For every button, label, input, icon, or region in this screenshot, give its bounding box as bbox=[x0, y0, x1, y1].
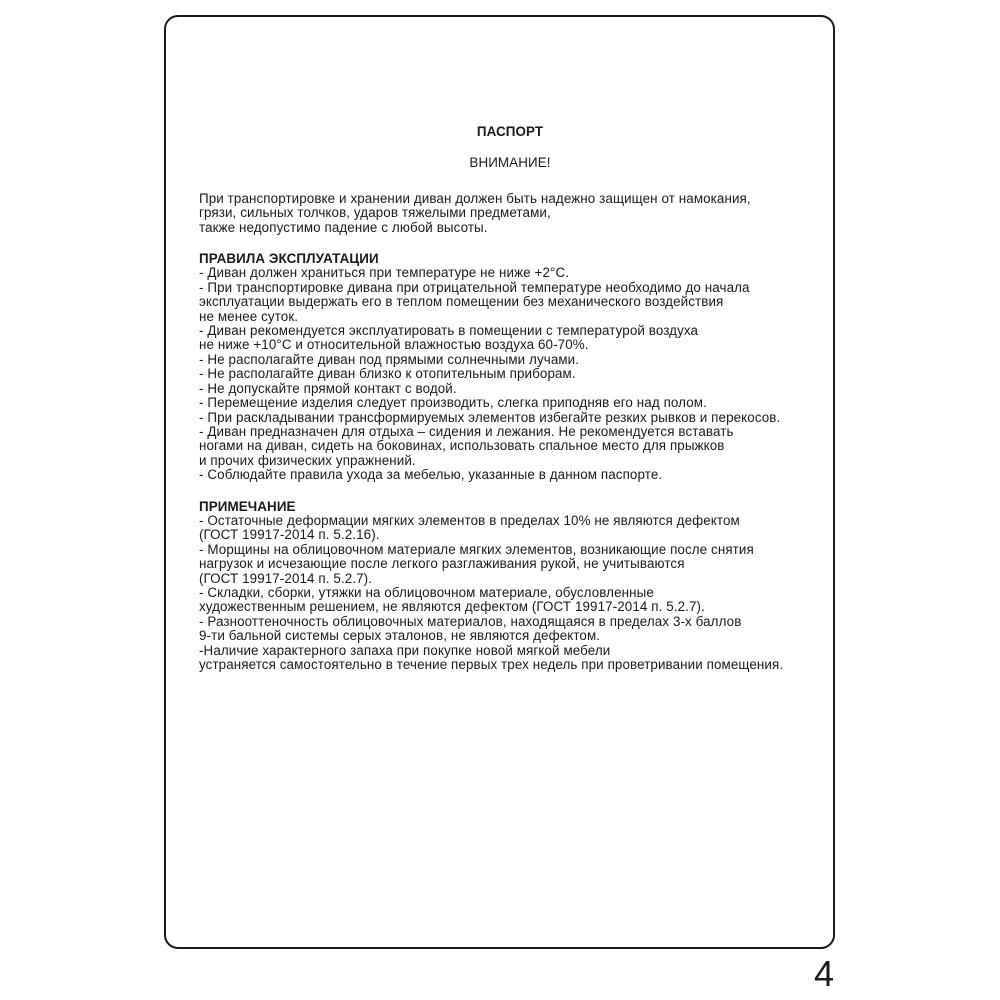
notes-item: - Морщины на облицовочном материале мягких элементов, возникающие после снятия нагрузок и исчезающие после легкого разглаживания рукой, не учитываются (ГОСТ 19917-2014 п. 5.2.7). bbox=[199, 541, 754, 586]
notes-item: - Остаточные деформации мягких элементов в пределах 10% не являются дефектом (ГОСТ 19917-2014 п. 5.2.16). bbox=[199, 512, 740, 543]
notes-list bbox=[199, 514, 819, 672]
notes-heading: ПРИМЕЧАНИЕ bbox=[199, 498, 296, 514]
rules-item: - Не допускайте прямой контакт с водой. bbox=[199, 380, 457, 396]
document-title: ПАСПОРТ bbox=[476, 124, 544, 139]
rules-list bbox=[199, 266, 819, 482]
notes-item: - Разнооттеночность облицовочных материалов, находящаяся в пределах 3-х баллов 9-ти бальной системы серых эталонов, не являются дефектом. bbox=[199, 613, 742, 644]
rules-item: - Перемещение изделия следует производить, слегка приподняв его над полом. bbox=[199, 395, 707, 411]
page-number: 4 bbox=[814, 953, 835, 994]
rules-item: - При раскладывании трансформируемых элементов избегайте резких рывков и перекосов. bbox=[199, 409, 781, 425]
document-body bbox=[199, 125, 819, 672]
rules-item: - Соблюдайте правила ухода за мебелью, указанные в данном паспорте. bbox=[199, 467, 663, 483]
notes-item: - Складки, сборки, утяжки на облицовочном материале, обусловленные художественным решением, не являются дефектом (ГОСТ 19917-2014 п. 5.2.7). bbox=[199, 584, 705, 615]
warning-heading: ВНИМАНИЕ! bbox=[469, 155, 551, 171]
notes-item: -Наличие характерного запаха при покупке новой мягкой мебели устраняется самостоятельно в течение первых трех недель при проветривании помещения. bbox=[199, 642, 784, 672]
rules-item: - Диван предназначен для отдыха – сидения и лежания. Не рекомендуется вставать ногами на диван, сидеть на боковинах, использовать спальное место для прыжков и прочих физических упражнений. bbox=[199, 423, 734, 468]
rules-item: - Диван должен храниться при температуре не ниже +2°С. bbox=[199, 265, 570, 281]
rules-item: - Не располагайте диван под прямыми солнечными лучами. bbox=[199, 351, 580, 367]
rules-item: - Не располагайте диван близко к отопительным приборам. bbox=[199, 366, 576, 382]
rules-item: - Диван рекомендуется эксплуатировать в помещении с температурой воздуха не ниже +10°С и относительной влажностью воздуха 60-70%. bbox=[199, 323, 699, 353]
rules-heading: ПРАВИЛА ЭКСПЛУАТАЦИИ bbox=[199, 251, 379, 267]
intro-paragraph: При транспортировке и хранении диван должен быть надежно защищен от намокания, грязи, сильных толчков, ударов тяжелыми предметами, также недопустимо падение с любой высоты. bbox=[199, 190, 751, 235]
rules-item: - При транспортировке дивана при отрицательной температуре необходимо до начала эксплуатации выдержать его в теплом помещении без механического воздействия не менее суток. bbox=[199, 279, 750, 324]
